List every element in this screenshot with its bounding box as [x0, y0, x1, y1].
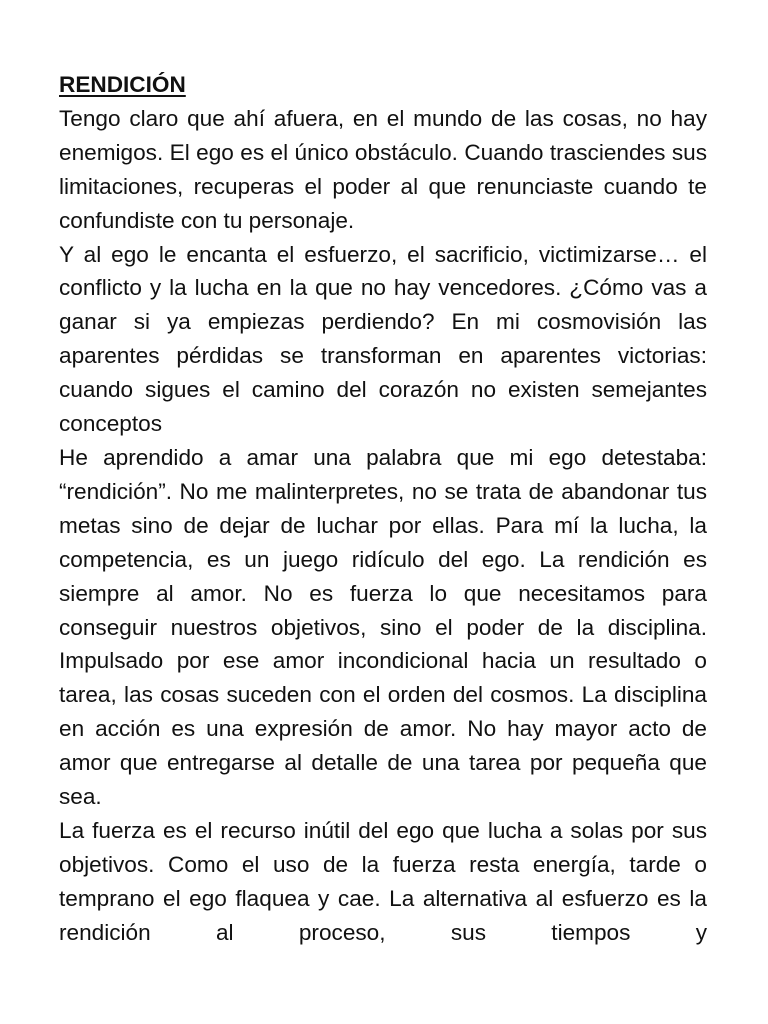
document-title: RENDICIÓN — [59, 72, 186, 97]
paragraph-1: Tengo claro que ahí afuera, en el mundo de las cosas, no hay enemigos. El ego es el único obstáculo. Cuando trasciendes sus limitaciones, recuperas el poder al que renunciaste cuando te confundiste con tu personaje. — [59, 105, 707, 233]
paragraph-2: Y al ego le encanta el esfuerzo, el sacrificio, victimizarse… el conflicto y la lucha en la que no hay vencedores. ¿Cómo vas a ganar si ya empiezas perdiendo? En mi cosmovisión las aparentes pérdidas se transforman en aparentes victorias: cuando sigues el camino del corazón no existen semejantes conceptos — [59, 241, 707, 437]
paragraph-3: He aprendido a amar una palabra que mi ego detestaba: “rendición”. No me malinterpretes, no se trata de abandonar tus metas sino de dejar de luchar por ellas. Para mí la lucha, la competencia, es un juego ridículo del ego. La rendición es siempre al amor. No es fuerza lo que necesitamos para conseguir nuestros objetivos, sino el poder de la disciplina. Impulsado por ese amor incondicional hacia un resultado o tarea, las cosas suceden con el orden del cosmos. La disciplina en acción es una expresión de amor. No hay mayor acto de amor que entregarse al detalle de una tarea por pequeña que sea. — [59, 444, 707, 810]
document-page — [59, 68, 707, 950]
paragraph-4: La fuerza es el recurso inútil del ego que lucha a solas por sus objetivos. Como el uso de la fuerza resta energía, tarde o temprano el ego flaquea y cae. La alternativa al esfuerzo es la rendición al proceso, sus tiempos y — [59, 817, 707, 945]
